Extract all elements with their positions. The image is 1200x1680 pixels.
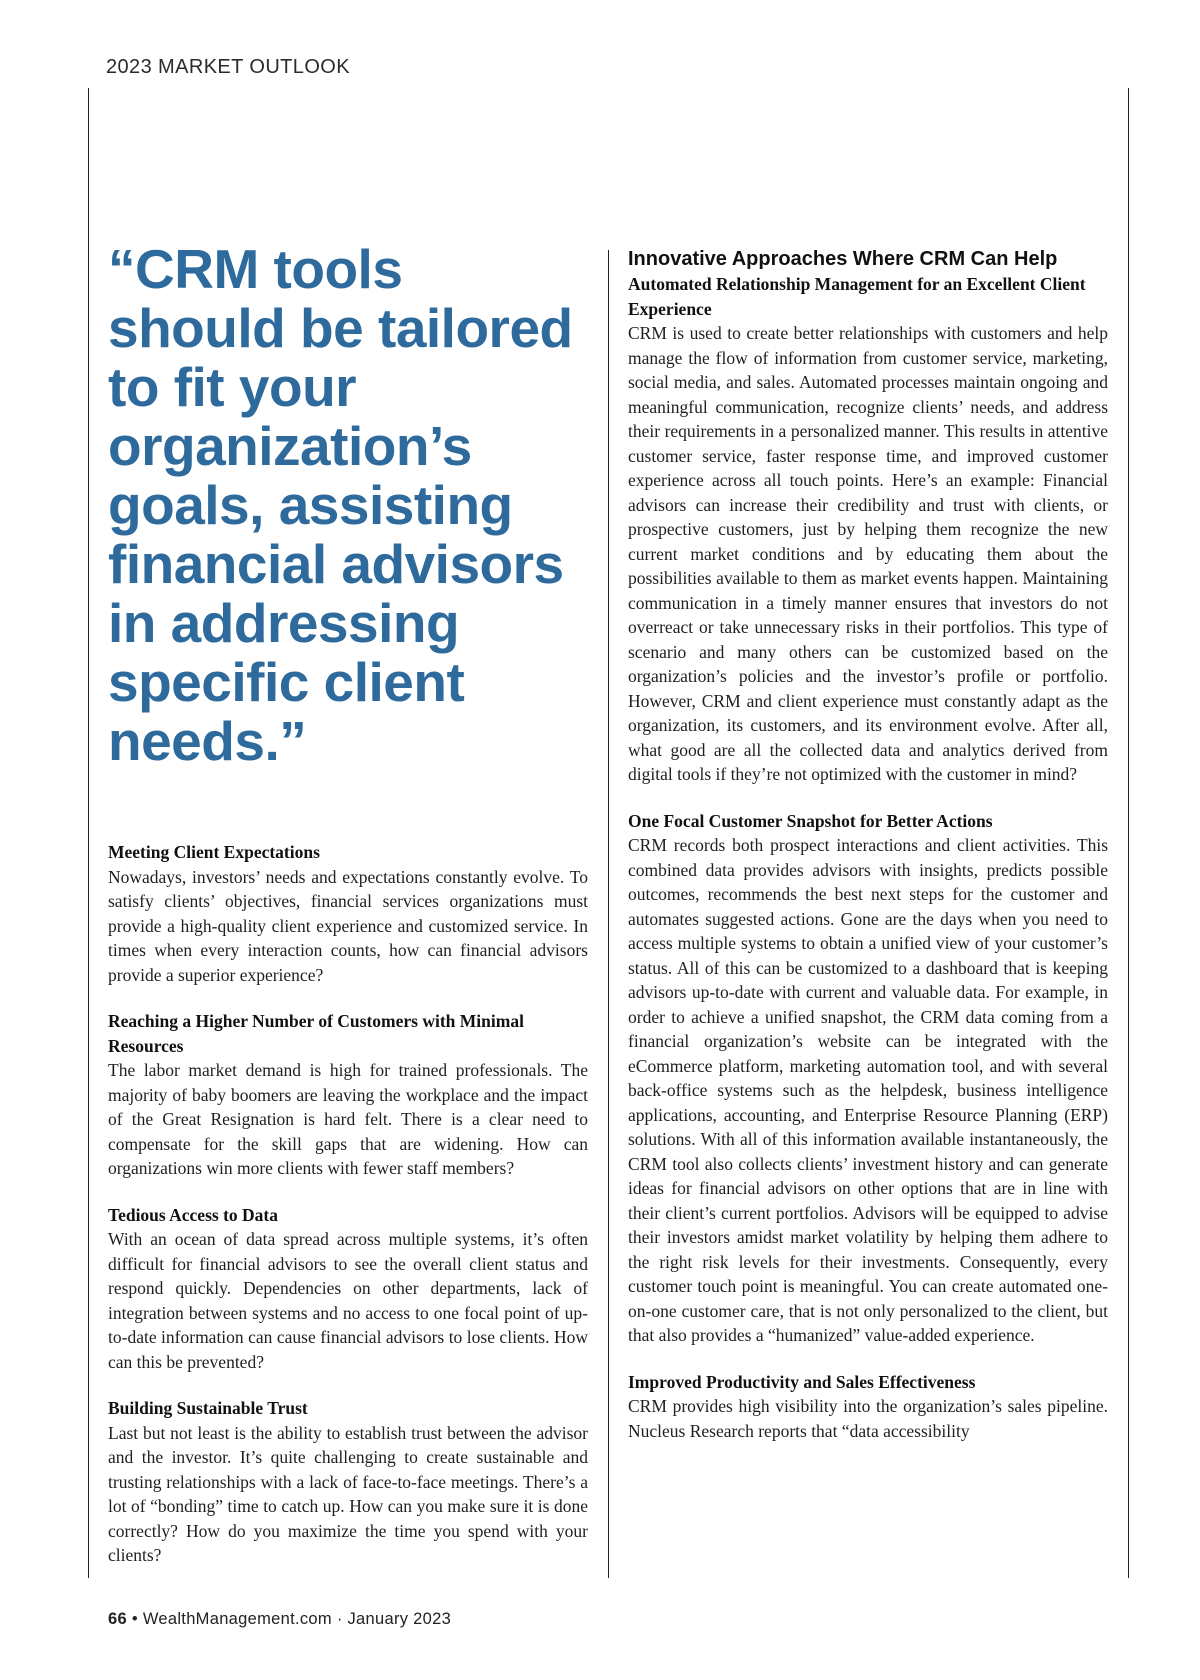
section-heading: Tedious Access to Data bbox=[108, 1204, 278, 1225]
header-label: 2023 MARKET OUTLOOK bbox=[106, 56, 350, 78]
section-body: CRM is used to create better relationships with customers and help manage the flow of information from customer service, marketing, social media, and sales. Automated processes maintain ongoing and meaningful communication, recognize clients’ needs, and address their requirements in a personalized manner. This results in attentive customer service, faster response time, and improved customer experience across all touch points. Here’s an example: Financial advisors can increase their credibility and trust with clients, or prospective customers, just by helping them recognize the new current market conditions and by educating them about the possibilities available to them as market events happen. Maintaining communication in a timely manner ensures that investors do not overreact or take unnecessary risks in their portfolios. This type of scenario and many others can be customized based on the organization’s policies and the investor’s profile or portfolio. However, CRM and client experience must constantly adapt as the organization, its customers, and its environment evolve. After all, what good are all the collected data and analytics derived from digital tools if they’re not optimized with the customer in mind? bbox=[628, 323, 1108, 784]
section-heading: Automated Relationship Management for an Excellent Client Experience bbox=[628, 274, 1086, 319]
section-heading: Reaching a Higher Number of Customers with Minimal Resources bbox=[108, 1011, 524, 1056]
section-heading: Building Sustainable Trust bbox=[108, 1398, 308, 1418]
column-divider-rule bbox=[608, 250, 609, 1578]
section-body: Last but not least is the ability to establish trust between the advisor and the investor. It’s quite challenging to create sustainable and trusting relationships with a lack of face-to-face meetings. There’s a lot of “bonding” time to catch up. How can you make sure it is done correctly? How do you maximize the time you spend with your clients? bbox=[108, 1422, 588, 1565]
pull-quote: “CRM tools should be tailored to fit your organization’s goals, assisting financial advisors in addressing specific client needs.” bbox=[108, 238, 573, 772]
section-body: CRM records both prospect interactions and client activities. This combined data provides advisors with insights, predicts possible outcomes, recommends the best next steps for the customer and automates suggested actions. Gone are the days when you need to access multiple systems to obtain a unified view of your customer’s status. All of this can be customized to a dashboard that is keeping advisors up-to-date with current and valuable data. For example, in order to achieve a unified snapshot, the CRM data coming from a financial organization’s website can be integrated with the eCommerce platform, marketing automation tool, and with several back-office systems such as the helpdesk, business intelligence applications, accounting, and Enterprise Resource Planning (ERP) solutions. With all of this information available instantaneously, the CRM tool also collects clients’ investment history and can generate ideas for financial advisors on other options that are in line with their client’s current portfolios. Advisors will be equipped to advise their investors amidst market volatility by helping them adhere to the right risk levels for their investments. Consequently, every customer touch point is meaningful. You can create automated one-on-one customer care, that is not only personalized to the client, but that also provides a “humanized” value-added experience. bbox=[628, 835, 1108, 1345]
right-column-heading: Innovative Approaches Where CRM Can Help bbox=[628, 248, 1058, 270]
section-building-trust bbox=[108, 1396, 588, 1568]
section-heading: One Focal Customer Snapshot for Better Actions bbox=[628, 810, 993, 831]
footer-separator: • bbox=[131, 1610, 138, 1628]
section-automated-relationship bbox=[628, 272, 1108, 787]
section-meeting-client-expectations bbox=[108, 840, 588, 987]
page-number: 66 bbox=[108, 1610, 127, 1628]
section-productivity bbox=[628, 1370, 1108, 1444]
section-body: The labor market demand is high for trained professionals. The majority of baby boomers are leaving the workplace and the impact of the Great Resignation is hard felt. There is a clear need to compensate for the skill gaps that are widening. How can organizations win more clients with fewer staff members? bbox=[108, 1060, 588, 1178]
section-heading: Meeting Client Expectations bbox=[108, 842, 320, 862]
section-body: Nowadays, investors’ needs and expectations constantly evolve. To satisfy clients’ objectives, financial services organizations must provide a high-quality client experience and customized service. In times when every interaction counts, how can financial advisors provide a superior experience? bbox=[108, 866, 588, 985]
page-footer bbox=[108, 1610, 451, 1629]
footer-text: WealthManagement.com · January 2023 bbox=[142, 1610, 452, 1628]
left-border-rule bbox=[88, 88, 89, 1578]
right-border-rule bbox=[1128, 88, 1129, 1578]
section-body: CRM provides high visibility into the organization’s sales pipeline. Nucleus Research reports that “data accessibility bbox=[628, 1396, 1108, 1441]
right-column bbox=[628, 246, 1108, 1465]
section-heading: Improved Productivity and Sales Effectiveness bbox=[628, 1371, 976, 1392]
section-reaching-customers bbox=[108, 1009, 588, 1181]
section-customer-snapshot bbox=[628, 809, 1108, 1348]
left-column bbox=[108, 240, 588, 1590]
section-body: With an ocean of data spread across multiple systems, it’s often difficult for financial advisors to see the overall client status and respond quickly. Dependencies on other departments, lack of integration between systems and no access to one focal point of up-to-date information can cause financial advisors to lose clients. How can this be prevented? bbox=[108, 1229, 588, 1372]
section-tedious-access bbox=[108, 1203, 588, 1375]
